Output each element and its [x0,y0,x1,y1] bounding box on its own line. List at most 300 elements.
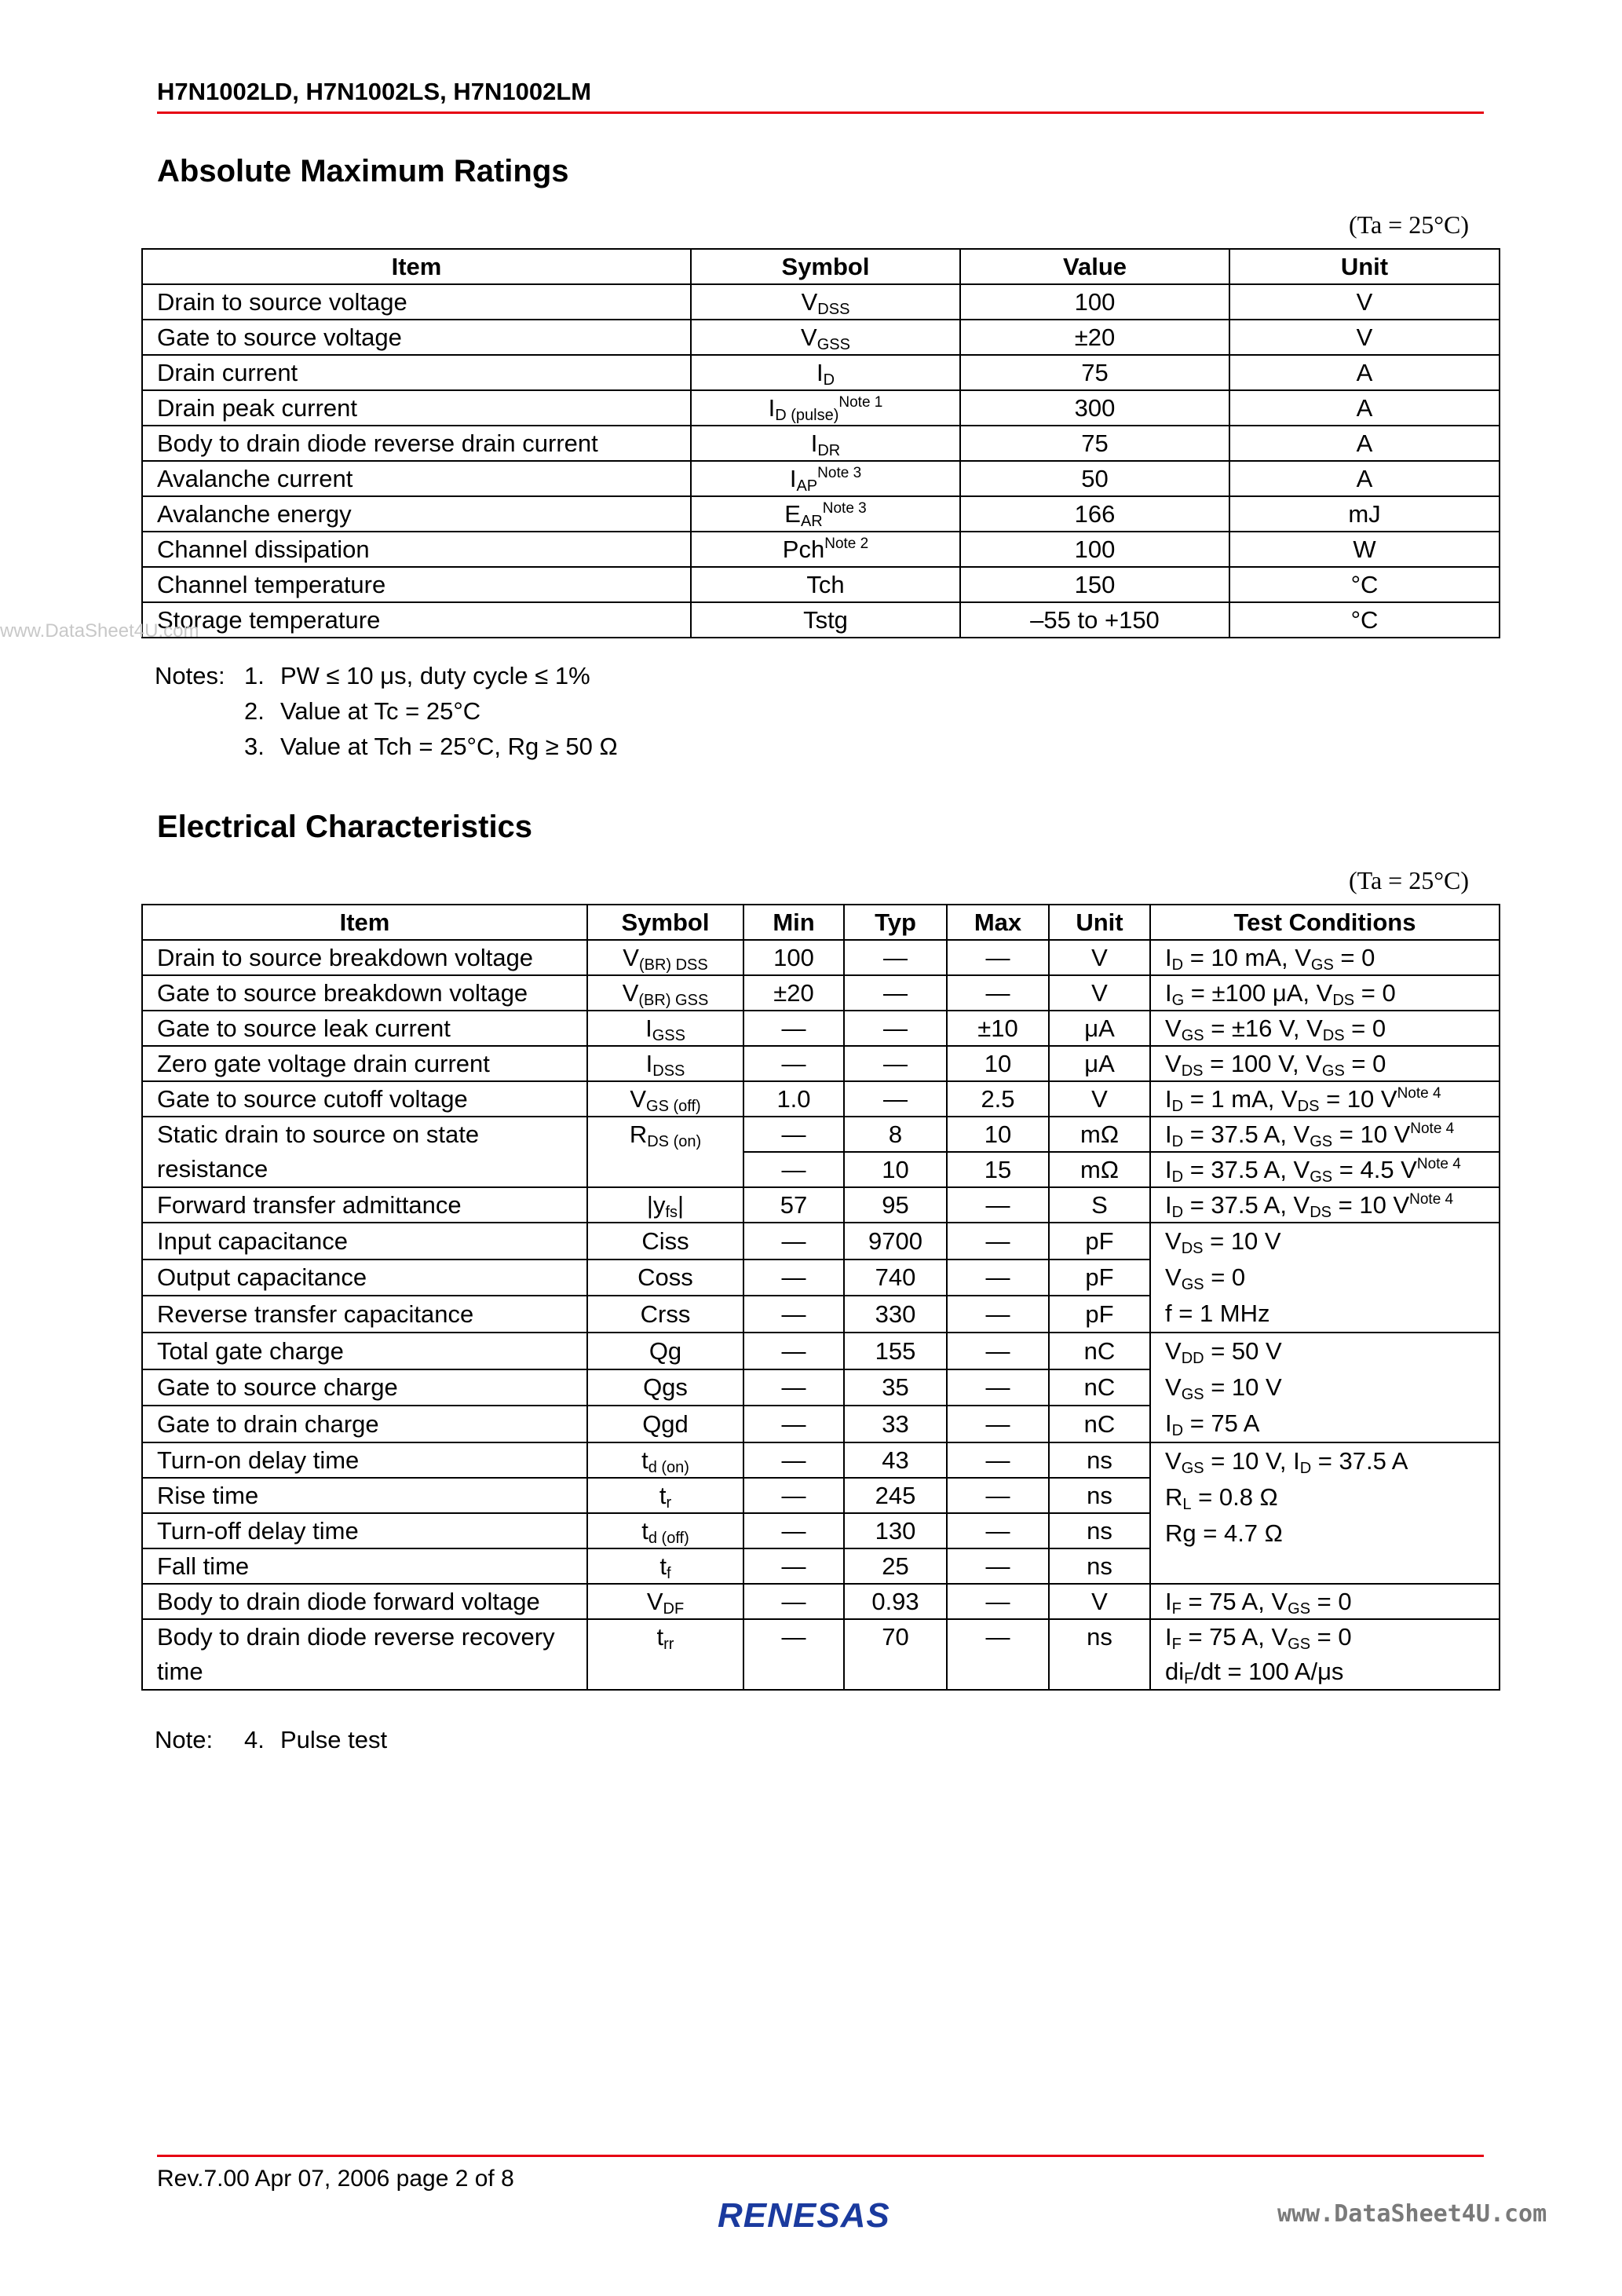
typ-cell: 330 [844,1296,947,1333]
cond-sub: F [1171,1600,1182,1618]
max-cell: — [947,1478,1049,1513]
ec-row [142,1223,1500,1260]
symbol-text: t [656,1623,664,1651]
max-cell: — [947,1333,1049,1369]
typ-cell: 43 [844,1442,947,1478]
amr-row [142,461,1500,496]
cond-part: = 100 V, V [1203,1050,1322,1077]
amr-header-unit: Unit [1229,249,1500,284]
ec-row [142,940,1500,975]
condition-line [1165,976,1485,1010]
symbol-cell [587,1187,743,1223]
condition-line [1165,1011,1485,1045]
ec-condition: (Ta = 25°C) [1349,866,1470,894]
ec-row [142,1187,1500,1223]
cond-part: V [1165,1337,1182,1365]
test-condition-cell [1150,1442,1500,1584]
symbol-text: I [645,1015,652,1042]
unit-cell: °C [1229,602,1500,638]
item-cell: Gate to source charge [142,1369,587,1406]
unit-cell: pF [1049,1296,1150,1333]
min-cell: 100 [743,940,844,975]
max-cell: — [947,1260,1049,1296]
cond-sub: D [1171,1098,1184,1115]
ec-row [142,1117,1500,1152]
value-cell: ±20 [960,320,1229,355]
max-cell: 2.5 [947,1081,1049,1117]
cond-part: = 4.5 V [1332,1156,1417,1183]
cond-sub: DS [1297,1098,1320,1115]
item-cell [142,1619,587,1690]
value-cell: 166 [960,496,1229,532]
symbol-subscript: DSS [652,1062,685,1080]
cond-note: Note 4 [1397,1085,1441,1102]
min-cell: — [743,1011,844,1046]
symbol-cell [587,1619,743,1690]
cond-part: = 0.8 Ω [1191,1483,1278,1511]
cond-part: = 0 [1344,1015,1386,1042]
condition-line [1165,1406,1485,1442]
test-condition-cell [1150,1046,1500,1081]
ec-header-test-conditions: Test Conditions [1150,905,1500,940]
symbol-subscript: GSS [652,1027,685,1044]
symbol-text: V [623,944,639,971]
symbol-text: Qgd [642,1410,689,1439]
item-cell: Drain peak current [142,390,691,426]
unit-cell: V [1049,1584,1150,1619]
symbol-cell [587,1296,743,1333]
cond-part: = 0 [1333,944,1375,971]
amr-notes-label: Notes: [155,662,225,689]
symbol-text: R [629,1121,648,1148]
cond-sub: GS [1310,1168,1333,1186]
value-cell: 300 [960,390,1229,426]
cond-part: = ±16 V, V [1204,1015,1323,1042]
max-cell: — [947,1406,1049,1442]
typ-cell: — [844,1011,947,1046]
symbol-subscript: DS (on) [647,1133,702,1150]
item-cell: Avalanche energy [142,496,691,532]
condition-line [1165,1188,1485,1222]
symbol-cell [691,567,960,602]
cond-sub: GS [1288,1636,1311,1653]
symbol-cell [587,1548,743,1584]
symbol-text: Ciss [641,1227,689,1255]
symbol-text: Qgs [643,1373,688,1402]
cond-sub: GS [1321,1062,1345,1080]
symbol-subscript: r [666,1494,672,1512]
value-cell: 100 [960,532,1229,567]
cond-sub: DS [1181,1240,1204,1257]
cond-sub: D [1171,1133,1184,1150]
symbol-note: Note 2 [824,536,869,552]
ec-row [142,1619,1500,1690]
symbol-cell [587,1406,743,1442]
item-cell: Forward transfer admittance [142,1187,587,1223]
ec-row [142,1046,1500,1081]
cond-note: Note 4 [1409,1191,1454,1208]
symbol-text: V [801,324,817,351]
typ-cell: 10 [844,1152,947,1187]
unit-cell: mΩ [1049,1152,1150,1187]
symbol-subscript: (BR) GSS [638,992,709,1009]
typ-cell: 35 [844,1369,947,1406]
max-cell: — [947,1513,1049,1548]
footer-rule [157,2155,1484,2157]
min-cell: — [743,1442,844,1478]
min-cell: — [743,1478,844,1513]
unit-cell: V [1229,284,1500,320]
symbol-cell [691,426,960,461]
ec-note-text: Pulse test [280,1726,388,1753]
amr-notes [155,658,618,764]
cond-part: I [1165,944,1172,971]
cond-sub: DD [1181,1350,1204,1367]
min-cell: ±20 [743,975,844,1011]
symbol-cell [587,1117,743,1187]
typ-cell: 95 [844,1187,947,1223]
cond-part: I [1165,1121,1172,1148]
min-cell: — [743,1046,844,1081]
amr-row [142,496,1500,532]
cond-part: = 50 V [1204,1337,1282,1365]
max-cell: — [947,1223,1049,1260]
cond-sub: GS [1181,1276,1204,1293]
typ-cell: — [844,940,947,975]
symbol-note: Note 3 [817,465,862,481]
value-cell: 75 [960,426,1229,461]
item-cell: Input capacitance [142,1223,587,1260]
cond-sub: G [1171,992,1185,1009]
ec-row [142,1442,1500,1478]
unit-cell: ns [1049,1478,1150,1513]
cond-part: R [1165,1483,1183,1511]
cond-part: V [1165,1373,1182,1401]
item-cell: Gate to source voltage [142,320,691,355]
typ-cell: 130 [844,1513,947,1548]
cond-part: f = 1 MHz [1165,1300,1270,1327]
item-cell: Drain to source voltage [142,284,691,320]
header-rule [157,112,1484,114]
symbol-subscript: D [823,371,835,389]
min-cell: — [743,1117,844,1152]
ec-note [155,1722,387,1757]
ec-title: Electrical Characteristics [157,810,533,844]
unit-cell: ns [1049,1619,1150,1690]
item-cell: Gate to source cutoff voltage [142,1081,587,1117]
cond-part: I [1165,1588,1172,1615]
typ-cell: 25 [844,1548,947,1584]
cond-part: = 75 A, V [1181,1588,1288,1615]
symbol-text: I [789,465,797,492]
symbol-subscript: DR [817,442,841,459]
ec-note-num: 4. [244,1726,265,1753]
symbol-cell [691,355,960,390]
min-cell: — [743,1369,844,1406]
symbol-subscript: d (off) [648,1530,689,1547]
symbol-subscript: DF [663,1600,685,1618]
test-condition-cell [1150,1584,1500,1619]
condition-line [1165,1654,1485,1689]
symbol-cell [587,975,743,1011]
unit-cell: V [1049,940,1150,975]
condition-line [1165,1515,1485,1552]
test-condition-cell [1150,1333,1500,1442]
amr-row [142,355,1500,390]
symbol-text: V [622,979,639,1007]
cond-sub: GS [1181,1460,1204,1477]
test-condition-cell [1150,1081,1500,1117]
ec-row [142,1081,1500,1117]
item-cell: Channel dissipation [142,532,691,567]
item-cell: Drain to source breakdown voltage [142,940,587,975]
unit-cell: μA [1049,1011,1150,1046]
amr-row [142,567,1500,602]
symbol-text: Tstg [803,606,848,634]
symbol-cell [587,1584,743,1619]
symbol-text: E [784,500,801,528]
cond-sub: D [1171,1204,1184,1221]
symbol-text: Qg [648,1336,682,1365]
item-cell: Rise time [142,1478,587,1513]
min-cell: 1.0 [743,1081,844,1117]
symbol-cell [587,1369,743,1406]
document-header-title: H7N1002LD, H7N1002LS, H7N1002LM [157,78,592,105]
cond-sub: D [1171,1422,1184,1439]
cond-sub: GS [1181,1386,1204,1403]
item-cell: Turn-on delay time [142,1442,587,1478]
unit-cell: ns [1049,1548,1150,1584]
unit-cell: V [1229,320,1500,355]
cond-part: = 37.5 A, V [1183,1121,1310,1148]
watermark-left: www.DataSheet4U.com [0,620,199,642]
cond-sub: DS [1332,992,1355,1009]
max-cell: — [947,1369,1049,1406]
condition-line [1165,1117,1485,1151]
cond-sub: D [1299,1460,1312,1477]
condition-line [1165,941,1485,974]
typ-cell: 155 [844,1333,947,1369]
cond-part: I [1165,1156,1172,1183]
symbol-cell [691,320,960,355]
max-cell: — [947,1619,1049,1690]
condition-line [1165,1585,1485,1618]
unit-cell: pF [1049,1223,1150,1260]
symbol-subscript: GSS [816,336,850,353]
min-cell: 57 [743,1187,844,1223]
test-condition-cell [1150,1011,1500,1046]
cond-sub: F [1171,1636,1182,1653]
cond-part: = 0 [1310,1623,1352,1651]
unit-cell: ns [1049,1513,1150,1548]
item-cell: Fall time [142,1548,587,1584]
symbol-cell [587,1081,743,1117]
min-cell: — [743,1513,844,1548]
symbol-text: V [646,1588,663,1615]
amr-note-text: Value at Tc = 25°C [280,697,481,725]
item-cell: Drain current [142,355,691,390]
ec-row [142,1333,1500,1369]
min-cell: — [743,1296,844,1333]
cond-part: = ±100 μA, V [1184,979,1333,1007]
symbol-text-end: | [678,1191,685,1219]
cond-part: = 10 V [1204,1373,1282,1401]
symbol-cell [587,1046,743,1081]
symbol-subscript: fs [665,1204,678,1221]
test-condition-cell [1150,1619,1500,1690]
symbol-subscript: GS (off) [646,1098,701,1115]
unit-cell: nC [1049,1333,1150,1369]
value-cell: 75 [960,355,1229,390]
condition-line [1165,1082,1485,1116]
symbol-text: t [659,1482,667,1509]
amr-note-num: 2. [244,697,265,725]
max-cell: — [947,1187,1049,1223]
symbol-cell [587,1011,743,1046]
min-cell: — [743,1260,844,1296]
value-cell: 100 [960,284,1229,320]
symbol-text: I [645,1050,653,1077]
cond-sub: GS [1288,1600,1311,1618]
item-cell: Body to drain diode forward voltage [142,1584,587,1619]
item-line: Static drain to source on state [157,1121,480,1148]
cond-sub: D [1171,1168,1184,1186]
symbol-text: I [768,394,776,422]
symbol-text: Pch [782,536,825,563]
typ-cell: 70 [844,1619,947,1690]
cond-part: = 37.5 A, V [1183,1191,1310,1219]
ec-header-row [142,905,1500,940]
condition-line [1165,1479,1485,1515]
ec-header-item: Item [142,905,587,940]
cond-sub: F [1184,1670,1194,1687]
cond-part: = 75 A, V [1181,1623,1288,1651]
symbol-subscript: DSS [817,301,850,318]
cond-sub: DS [1310,1204,1332,1221]
min-cell: — [743,1619,844,1690]
symbol-cell [587,1442,743,1478]
item-cell [142,1117,587,1187]
amr-row [142,284,1500,320]
typ-cell: 33 [844,1406,947,1442]
max-cell: — [947,975,1049,1011]
ec-header-typ: Typ [844,905,947,940]
typ-cell: 9700 [844,1223,947,1260]
unit-cell: ns [1049,1442,1150,1478]
cond-part: V [1165,1050,1182,1077]
symbol-subscript: d (on) [648,1459,689,1476]
cond-part: I [1165,1191,1172,1219]
symbol-note: Note 3 [822,500,867,517]
condition-line [1165,1047,1485,1080]
cond-part: I [1165,1085,1172,1113]
unit-cell: μA [1049,1046,1150,1081]
cond-part: I [1165,979,1172,1007]
condition-line [1165,1333,1485,1369]
symbol-text: I [816,359,824,386]
cond-part: I [1165,1409,1172,1437]
unit-cell: W [1229,532,1500,567]
max-cell: — [947,1296,1049,1333]
cond-part: = 37.5 A, V [1183,1156,1310,1183]
symbol-cell [691,496,960,532]
amr-title: Absolute Maximum Ratings [157,154,569,188]
symbol-text: V [801,288,818,316]
cond-part: = 0 [1344,1050,1386,1077]
condition-line [1165,1443,1485,1479]
amr-condition: (Ta = 25°C) [1349,210,1470,239]
ec-header-symbol: Symbol [587,905,743,940]
test-condition-cell [1150,1117,1500,1152]
typ-cell: — [844,1081,947,1117]
item-line: Body to drain diode reverse recovery [157,1623,555,1651]
min-cell: — [743,1223,844,1260]
cond-part: = 10 mA, V [1183,944,1311,971]
cond-sub: GS [1310,1133,1333,1150]
symbol-text: Coss [637,1263,693,1292]
item-cell: Total gate charge [142,1333,587,1369]
unit-cell: S [1049,1187,1150,1223]
item-cell: Gate to source breakdown voltage [142,975,587,1011]
item-cell: Output capacitance [142,1260,587,1296]
symbol-cell [587,1333,743,1369]
symbol-text: |y [646,1191,666,1219]
item-cell: Body to drain diode reverse drain current [142,426,691,461]
amr-header-value: Value [960,249,1229,284]
item-cell: Zero gate voltage drain current [142,1046,587,1081]
cond-part: = 0 [1354,979,1396,1007]
unit-cell: nC [1049,1369,1150,1406]
amr-row [142,390,1500,426]
item-cell: Turn-off delay time [142,1513,587,1548]
min-cell: — [743,1584,844,1619]
symbol-subscript: f [667,1565,671,1582]
max-cell: ±10 [947,1011,1049,1046]
cond-part: = 10 V, I [1204,1447,1300,1475]
unit-cell: V [1049,1081,1150,1117]
cond-part: /dt = 100 A/μs [1193,1658,1344,1685]
symbol-text: t [641,1517,648,1545]
unit-cell: A [1229,355,1500,390]
symbol-cell [691,532,960,567]
ec-header-min: Min [743,905,844,940]
test-condition-cell [1150,1223,1500,1333]
ec-table [141,904,1500,1691]
symbol-text: I [810,430,818,457]
symbol-cell [691,461,960,496]
typ-cell: 8 [844,1117,947,1152]
cond-part: = 1 mA, V [1183,1085,1298,1113]
item-cell: Storage temperature [142,602,691,638]
symbol-text: Crss [640,1300,691,1329]
symbol-text: t [659,1552,667,1580]
value-cell: 50 [960,461,1229,496]
unit-cell: A [1229,426,1500,461]
symbol-cell [587,1513,743,1548]
symbol-cell [691,284,960,320]
symbol-subscript: AP [796,477,818,495]
amr-note-num: 1. [244,662,265,689]
ec-row [142,1011,1500,1046]
amr-row [142,426,1500,461]
amr-header-symbol: Symbol [691,249,960,284]
unit-cell: °C [1229,567,1500,602]
unit-cell: A [1229,461,1500,496]
item-cell: Avalanche current [142,461,691,496]
amr-row [142,602,1500,638]
min-cell: — [743,1152,844,1187]
item-cell: Gate to source leak current [142,1011,587,1046]
